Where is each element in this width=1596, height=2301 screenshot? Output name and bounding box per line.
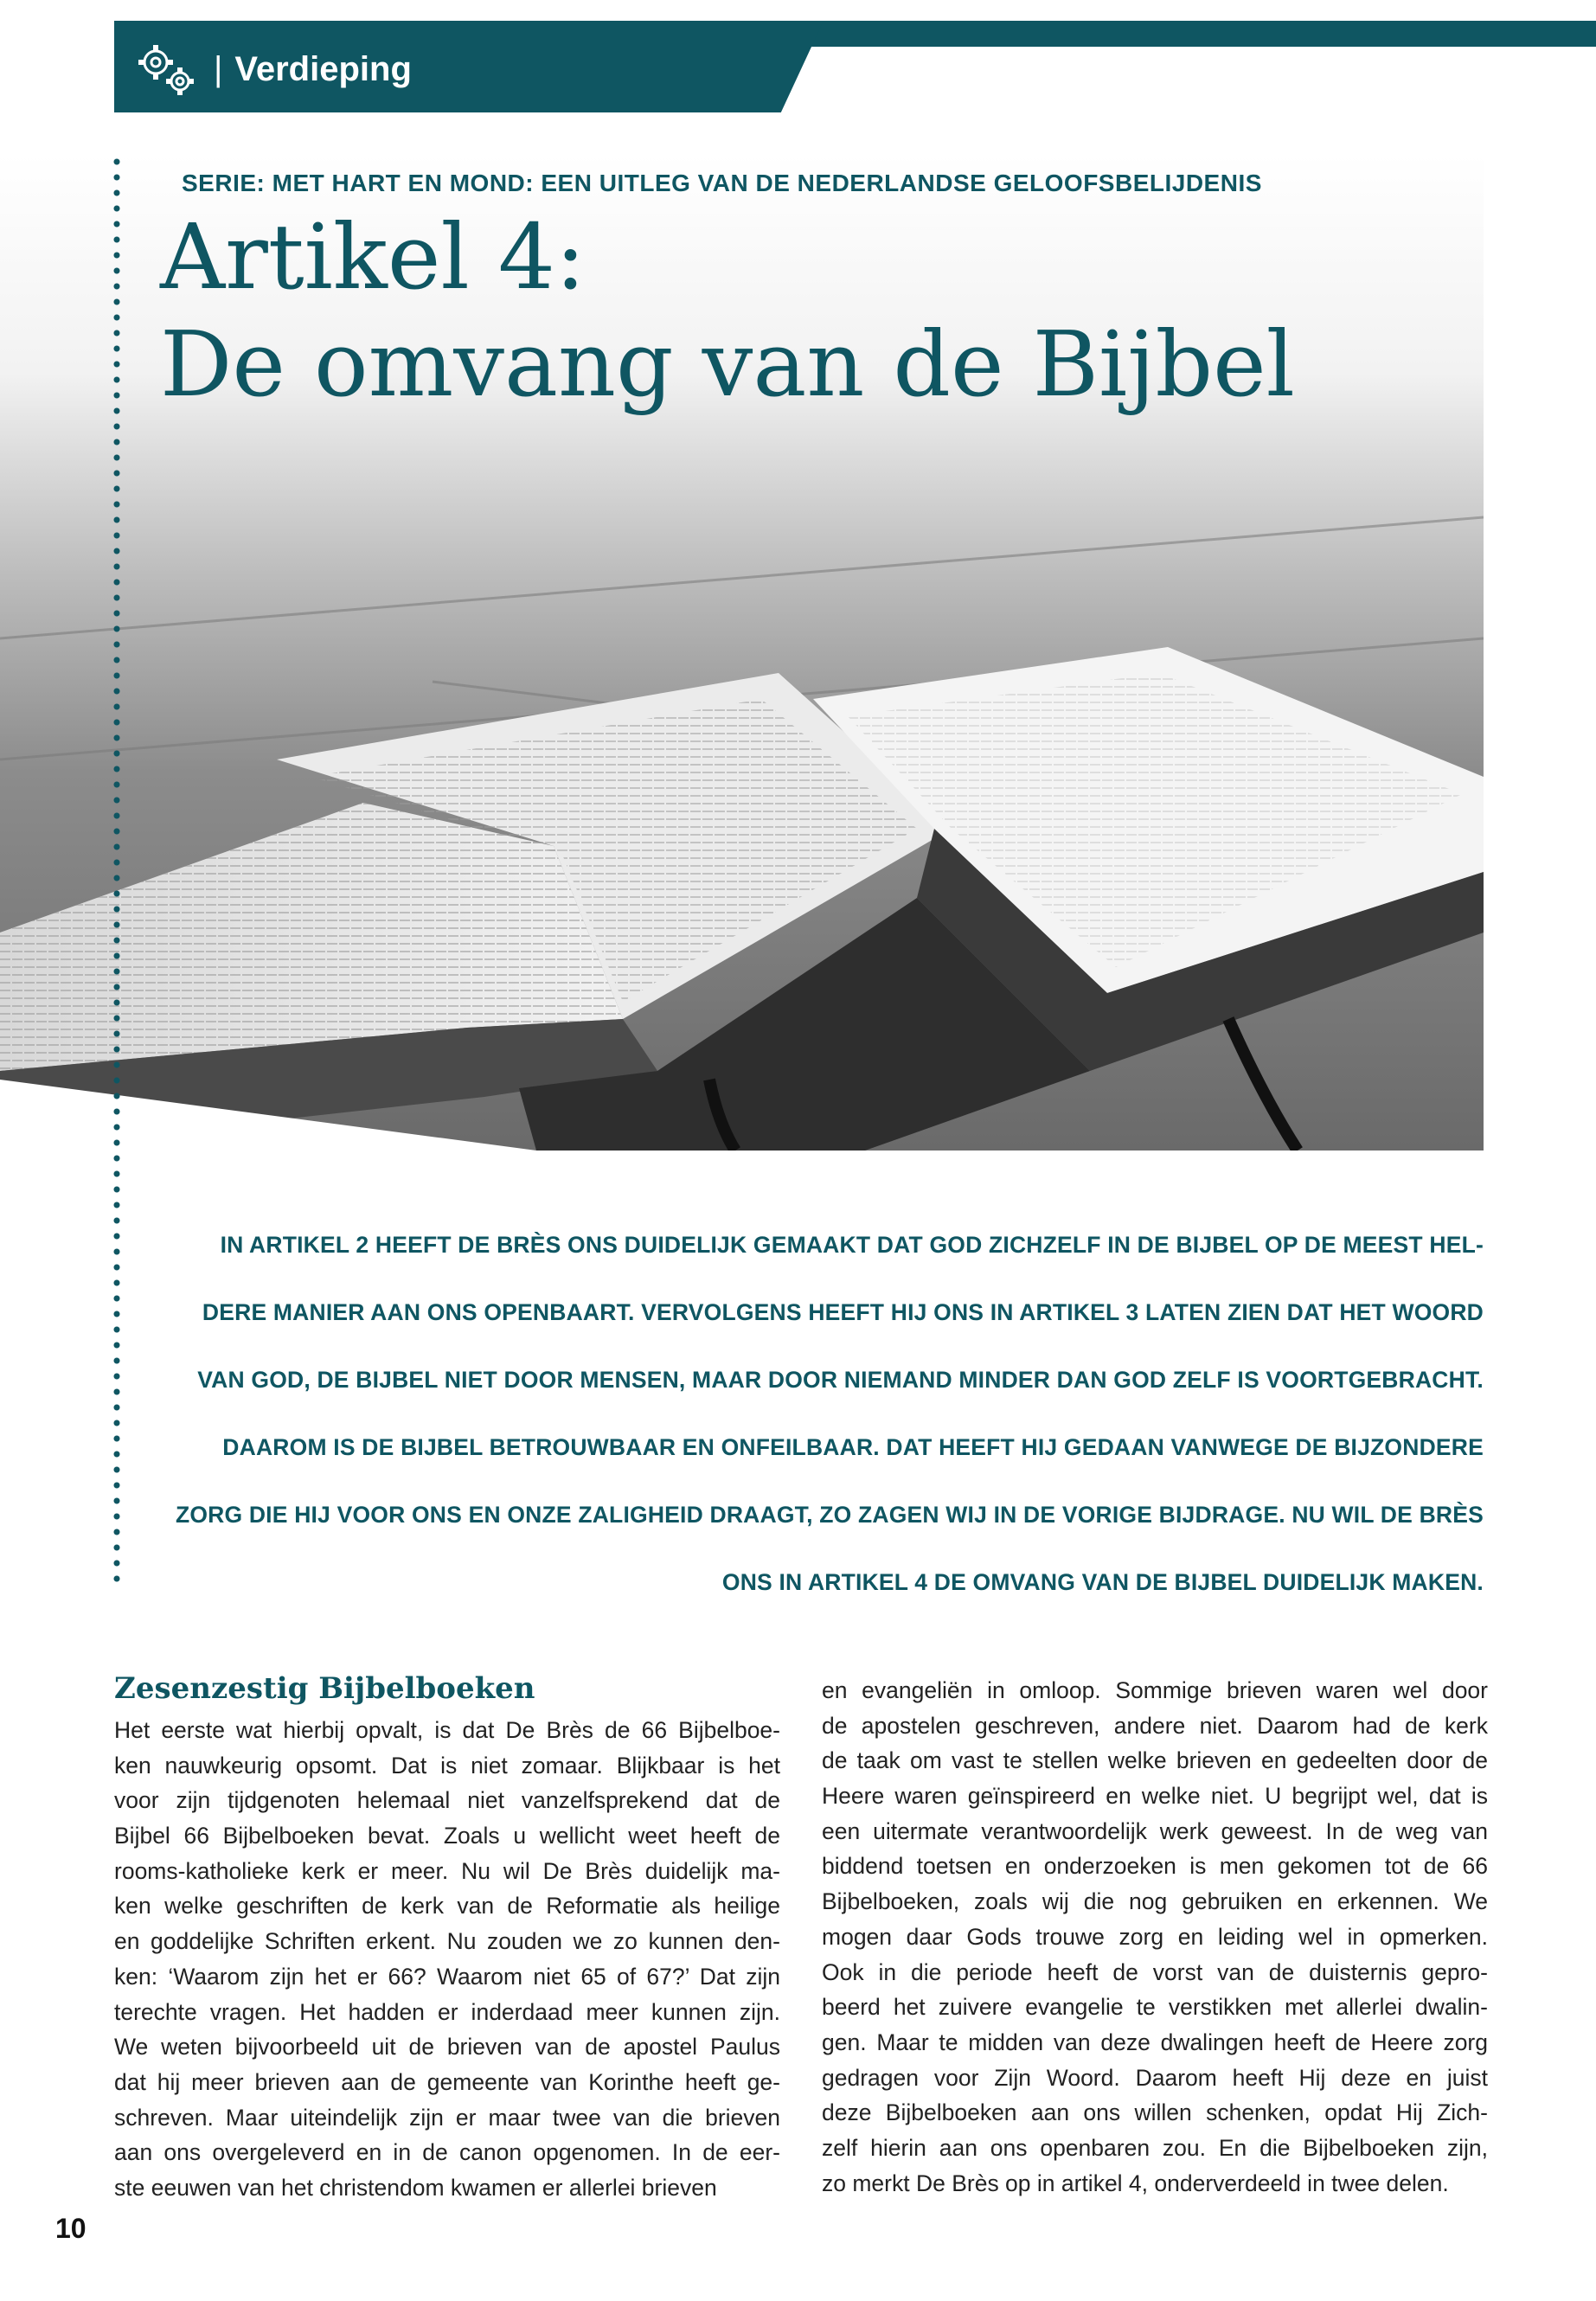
body-line: zo merkt De Brès op in artikel 4, onderverdeeld in twee delen. <box>822 2170 1449 2196</box>
body-line: de apostelen geschreven, andere niet. Daarom had de kerk <box>822 1712 1488 1739</box>
body-line: gen. Maar te midden van deze dwalingen heeft de Heere zorg <box>822 2029 1488 2055</box>
gears-icon <box>130 38 202 100</box>
article-column-right <box>822 1673 1488 2201</box>
body-line: en evangeliën in omloop. Sommige brieven waren wel door <box>822 1677 1488 1703</box>
intro-line: DERE MANIER AAN ONS OPENBAART. VERVOLGENS HEEFT HIJ ONS IN ARTIKEL 3 LATEN ZIEN DAT HET WOORD <box>202 1299 1484 1325</box>
body-line: de taak om vast te stellen welke brieven en gedeelten door de <box>822 1747 1488 1774</box>
section-heading: Zesenzestig Bijbelboeken <box>114 1671 535 1706</box>
body-line: ste eeuwen van het christendom kwamen er allerlei brieven <box>114 2174 717 2201</box>
body-line: ken welke geschriften de kerk van de Reformatie als heilige <box>114 1893 780 1920</box>
body-line: deze Bijbelboeken aan ons willen schenken, opdat Hij Zich- <box>822 2099 1488 2126</box>
body-line: schreven. Maar uiteindelijk zijn er maar twee van die brieven <box>114 2104 780 2131</box>
body-line: een uitermate verantwoordelijk werk geweest. In de weg van <box>822 1817 1488 1844</box>
body-line: beerd het zuivere evangelie te verstikken met allerlei dwalin- <box>822 1994 1488 2021</box>
body-line: rooms-katholieke kerk er meer. Nu wil De Brès duidelijk ma- <box>114 1857 780 1884</box>
section-label-text: Verdieping <box>234 50 412 88</box>
dotted-rule <box>112 154 121 1590</box>
body-line: Ook in die periode heeft de vorst van de duisternis gepro- <box>822 1958 1488 1985</box>
body-line: Bijbel 66 Bijbelboeken bevat. Zoals u wellicht weet heeft de <box>114 1823 780 1849</box>
intro-text <box>151 1211 1484 1616</box>
intro-line: ZORG DIE HIJ VOOR ONS EN ONZE ZALIGHEID DRAAGT, ZO ZAGEN WIJ IN DE VORIGE BIJDRAGE. NU WIL DE BRÈS <box>175 1502 1484 1528</box>
body-line: ken: ‘Waarom zijn het er 66? Waarom niet 65 of 67?’ Dat zijn <box>114 1963 780 1990</box>
body-line: Heere waren geïnspireerd en welke niet. U begrijpt wel, dat is <box>822 1783 1488 1810</box>
body-line: aan ons overgeleverd en in de canon opgenomen. In de eer- <box>114 2139 780 2166</box>
page-number: 10 <box>55 2213 87 2244</box>
intro-line: ONS IN ARTIKEL 4 DE OMVANG VAN DE BIJBEL DUIDELIJK MAKEN. <box>721 1569 1484 1595</box>
section-label <box>214 40 412 99</box>
body-line: gedragen voor Zijn Woord. Daarom heeft Hij deze en juist <box>822 2064 1488 2091</box>
body-line: biddend toetsen en onderzoeken is men gekomen tot de 66 <box>822 1853 1488 1880</box>
header-rule <box>796 21 1596 47</box>
intro-line: IN ARTIKEL 2 HEEFT DE BRÈS ONS DUIDELIJK GEMAAKT DAT GOD ZICHZELF IN DE BIJBEL OP DE MEEST HEL- <box>220 1232 1484 1258</box>
body-line: dat hij meer brieven aan de gemeente van Korinthe heeft ge- <box>114 2068 780 2095</box>
body-line: We weten bijvoorbeeld uit de brieven van de apostel Paulus <box>114 2034 780 2061</box>
separator: | <box>214 50 223 88</box>
title-line-1: Artikel 4: <box>160 204 586 310</box>
body-line: Het eerste wat hierbij opvalt, is dat De Brès de 66 Bijbelboe- <box>114 1717 780 1743</box>
body-line: ken nauwkeurig opsomt. Dat is niet zomaar. Blijkbaar is het <box>114 1752 780 1779</box>
body-line: en goddelijke Schriften erkent. Nu zouden we zo kunnen den- <box>114 1928 780 1955</box>
article-title <box>160 203 1458 418</box>
intro-line: VAN GOD, DE BIJBEL NIET DOOR MENSEN, MAAR DOOR NIEMAND MINDER DAN GOD ZELF IS VOORTGEBRACHT. <box>197 1367 1484 1393</box>
body-line: mogen daar Gods trouwe zorg en leiding wel in opmerken. <box>822 1923 1488 1950</box>
body-line: zelf hierin aan ons openbaren zou. En die Bijbelboeken zijn, <box>822 2134 1488 2161</box>
article-column-left <box>114 1670 780 2206</box>
body-line: voor zijn tijdgenoten helemaal niet vanzelfsprekend dat de <box>114 1787 780 1814</box>
body-line: terechte vragen. Het hadden er inderdaad meer kunnen zijn. <box>114 1998 780 2025</box>
intro-line: DAAROM IS DE BIJBEL BETROUWBAAR EN ONFEILBAAR. DAT HEEFT HIJ GEDAAN VANWEGE DE BIJZONDERE <box>222 1434 1484 1460</box>
series-label: SERIE: MET HART EN MOND: EEN UITLEG VAN DE NEDERLANDSE GELOOFSBELIJDENIS <box>182 170 1262 196</box>
title-line-2: De omvang van de Bijbel <box>160 311 1295 417</box>
body-line: Bijbelboeken, zoals wij die nog gebruiken en erkennen. We <box>822 1888 1488 1915</box>
